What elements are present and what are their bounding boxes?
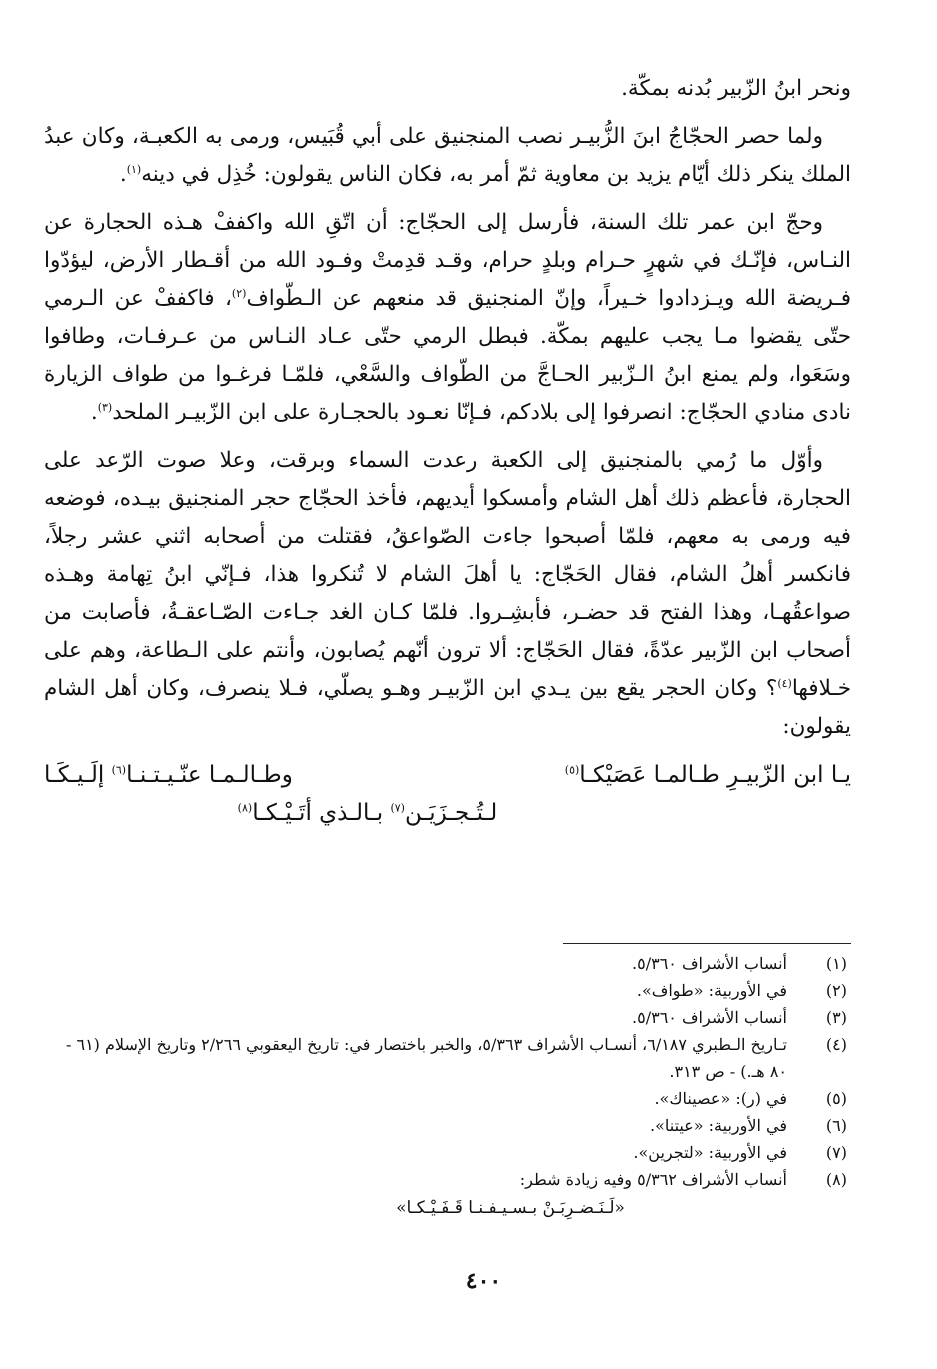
paragraph-tail: .	[90, 400, 98, 425]
footnote-text: في الأوربية: «لتجرين».	[633, 1143, 787, 1162]
footnote-number: (٤)	[825, 1035, 847, 1054]
paragraph-3	[44, 204, 851, 432]
paragraph-4	[44, 442, 851, 746]
footnote-number: (٥)	[825, 1089, 847, 1108]
footnote-item	[44, 1031, 847, 1085]
footnote-ref[interactable]: (٦)	[111, 763, 127, 777]
footnote-number: (١)	[825, 954, 847, 973]
paragraph-text: وحجّ ابن عمر تلك السنة، فأرسل إلى الحجّاج: أن اتّقِ الله واكففْ هـذه الحجارة عن النـاس، فإنّـك في شهرٍ حـرام وبلدٍ حرام، وقـد قدِمتْ وفـود الله من أقـطار الأرض، ليؤدّوا فـريضة الله ويـزدادوا خـيراً، وإنّ المنجنيق قد منعهم عن الـطّواف	[44, 210, 851, 311]
footnote-ref[interactable]: (٣)	[97, 400, 113, 414]
footnote-number: (٨)	[825, 1170, 847, 1189]
verse-hemistich-2	[44, 756, 293, 794]
verse-text: وطـالـمـا عنّـيـتـنـا	[126, 762, 293, 788]
footnote-item	[44, 1112, 847, 1139]
verse-line-2	[44, 794, 851, 832]
footnote-item	[44, 1085, 847, 1112]
footnote-item	[44, 1139, 847, 1166]
footnote-number: (٢)	[825, 981, 847, 1000]
paragraph-tail: .	[119, 162, 127, 187]
footnote-ref[interactable]: (٥)	[564, 763, 580, 777]
page-number: ٤٠٠	[465, 1268, 502, 1294]
footnote-verse-line: «لَـنَـضـرِبَـنْ بـسـيـفـنـا قَـفَـيْـكـا»	[396, 1198, 625, 1218]
verse-hemistich-1	[565, 756, 851, 794]
verse-text: إلَـيـكَـا	[44, 762, 112, 788]
page-body	[44, 70, 851, 832]
paragraph-tail: ؟ وكان الحجر يقع بين يـدي ابن الزّبيـر وهـو يصلّي، فـلا ينصرف، وكان أهل الشام يقولون:	[44, 676, 851, 739]
footnote-item	[44, 1004, 847, 1031]
paragraph-text: وأوّل ما رُمي بالمنجنيق إلى الكعبة رعدت السماء وبرقت، وعلا صوت الرّعد على الحجارة، فأعظم ذلك أهل الشام وأمسكوا أيديهم، فأخذ الحجّاج حجر المنجنيق بيـده، فوضعه فيه ورمى به معهم، فلمّا أصبحوا جاءت الصّواعقُ، فقتلت من أصحابه اثني عشر رجلاً، فانكسر أهلُ الشام، فقال الحَجّاج: يا أهلَ الشام لا تُنكروا هذا، فـإنّي ابنُ تِهامة وهـذه صواعقُهـا، وهذا الفتح قد حضـر، فأبشِـروا. فلمّا كـان الغد جـاءت الصّـاعقـةُ، فأصابت من أصحاب ابن الزّبير عدّةً، فقال الحَجّاج: ألا ترون أنّهم يُصابون، وأنتم على الـطاعة، وهم على خـلافها	[44, 448, 851, 701]
footnote-text: أنساب الأشراف ٥/٣٦٠.	[632, 1008, 787, 1027]
paragraph-text: ونحر ابنُ الزّبير بُدنه بمكّة.	[621, 76, 851, 101]
verse-text: لـتُـجـزَيَـن	[404, 800, 498, 826]
footnote-number: (٦)	[825, 1116, 847, 1135]
paragraph-text: ولما حصر الحجّاجُ ابنَ الزُّبيـر نصب المنجنيق على أبي قُبَيس، ورمى به الكعبـة، وكان عبدُ الملك ينكر ذلك أيّام يزيد بن معاوية ثمّ أمر به، فكان الناس يقولون: خُذِل في دينه	[44, 124, 851, 187]
footnote-number: (٧)	[825, 1143, 847, 1162]
footnote-text: في (ر): «عصيناك».	[654, 1089, 787, 1108]
footnote-ref[interactable]: (٤)	[777, 676, 792, 690]
verse-text: بـالـذي أتَـيْـكـا	[252, 800, 391, 826]
footnotes	[44, 950, 847, 1222]
footnote-text: تـاريخ الـطبري ٦/١٨٧، أنسـاب الأشراف ٥/٣٦٣، والخبر باختصار في: تاريخ اليعقوبي ٢/٢٦٦ وتاريخ الإسلام (٦١ - ٨٠ هـ.) - ص ٣١٣.	[65, 1035, 787, 1081]
footnote-text: أنساب الأشراف ٥/٣٦٠.	[632, 954, 787, 973]
paragraph-tail: ، فاكففْ عن الـرمي حتّى يقضوا مـا يجب عليهم بمكّة. فبطل الرمي حتّى عـاد النـاس من عـرفـات، وطافوا وسَعَوا، ولم يمنع ابنُ الـزّبير الحـاجَّ من الطّواف والسَّعْي، فلمّـا فرغـوا من طواف الزيارة نادى منادي الحجّاج: انصرفوا إلى بلادكم، فـإنّا نعـود بالحجـارة على ابن الزّبيـر الملحد	[44, 286, 851, 425]
footnote-number: (٣)	[825, 1008, 847, 1027]
paragraph-1	[44, 70, 851, 108]
verse-text: يـا ابن الزّبيـرِ طـالمـا عَصَيْكـا	[579, 762, 851, 788]
footnote-text: في الأوربية: «طواف».	[636, 981, 787, 1000]
footnote-item	[44, 950, 847, 977]
footnote-ref[interactable]: (٢)	[231, 286, 247, 300]
footnote-item	[44, 977, 847, 1004]
footnote-ref[interactable]: (٨)	[237, 801, 253, 815]
paragraph-2	[44, 118, 851, 194]
footnote-ref[interactable]: (٧)	[390, 801, 405, 815]
verse-line-1	[44, 756, 851, 794]
footnote-divider	[563, 943, 851, 944]
footnote-text: في الأوربية: «عيتنا».	[650, 1116, 787, 1135]
footnote-item	[44, 1166, 847, 1193]
footnote-text: أنساب الأشراف ٥/٣٦٢ وفيه زيادة شطر:	[519, 1170, 787, 1189]
footnote-ref[interactable]: (١)	[126, 162, 142, 176]
